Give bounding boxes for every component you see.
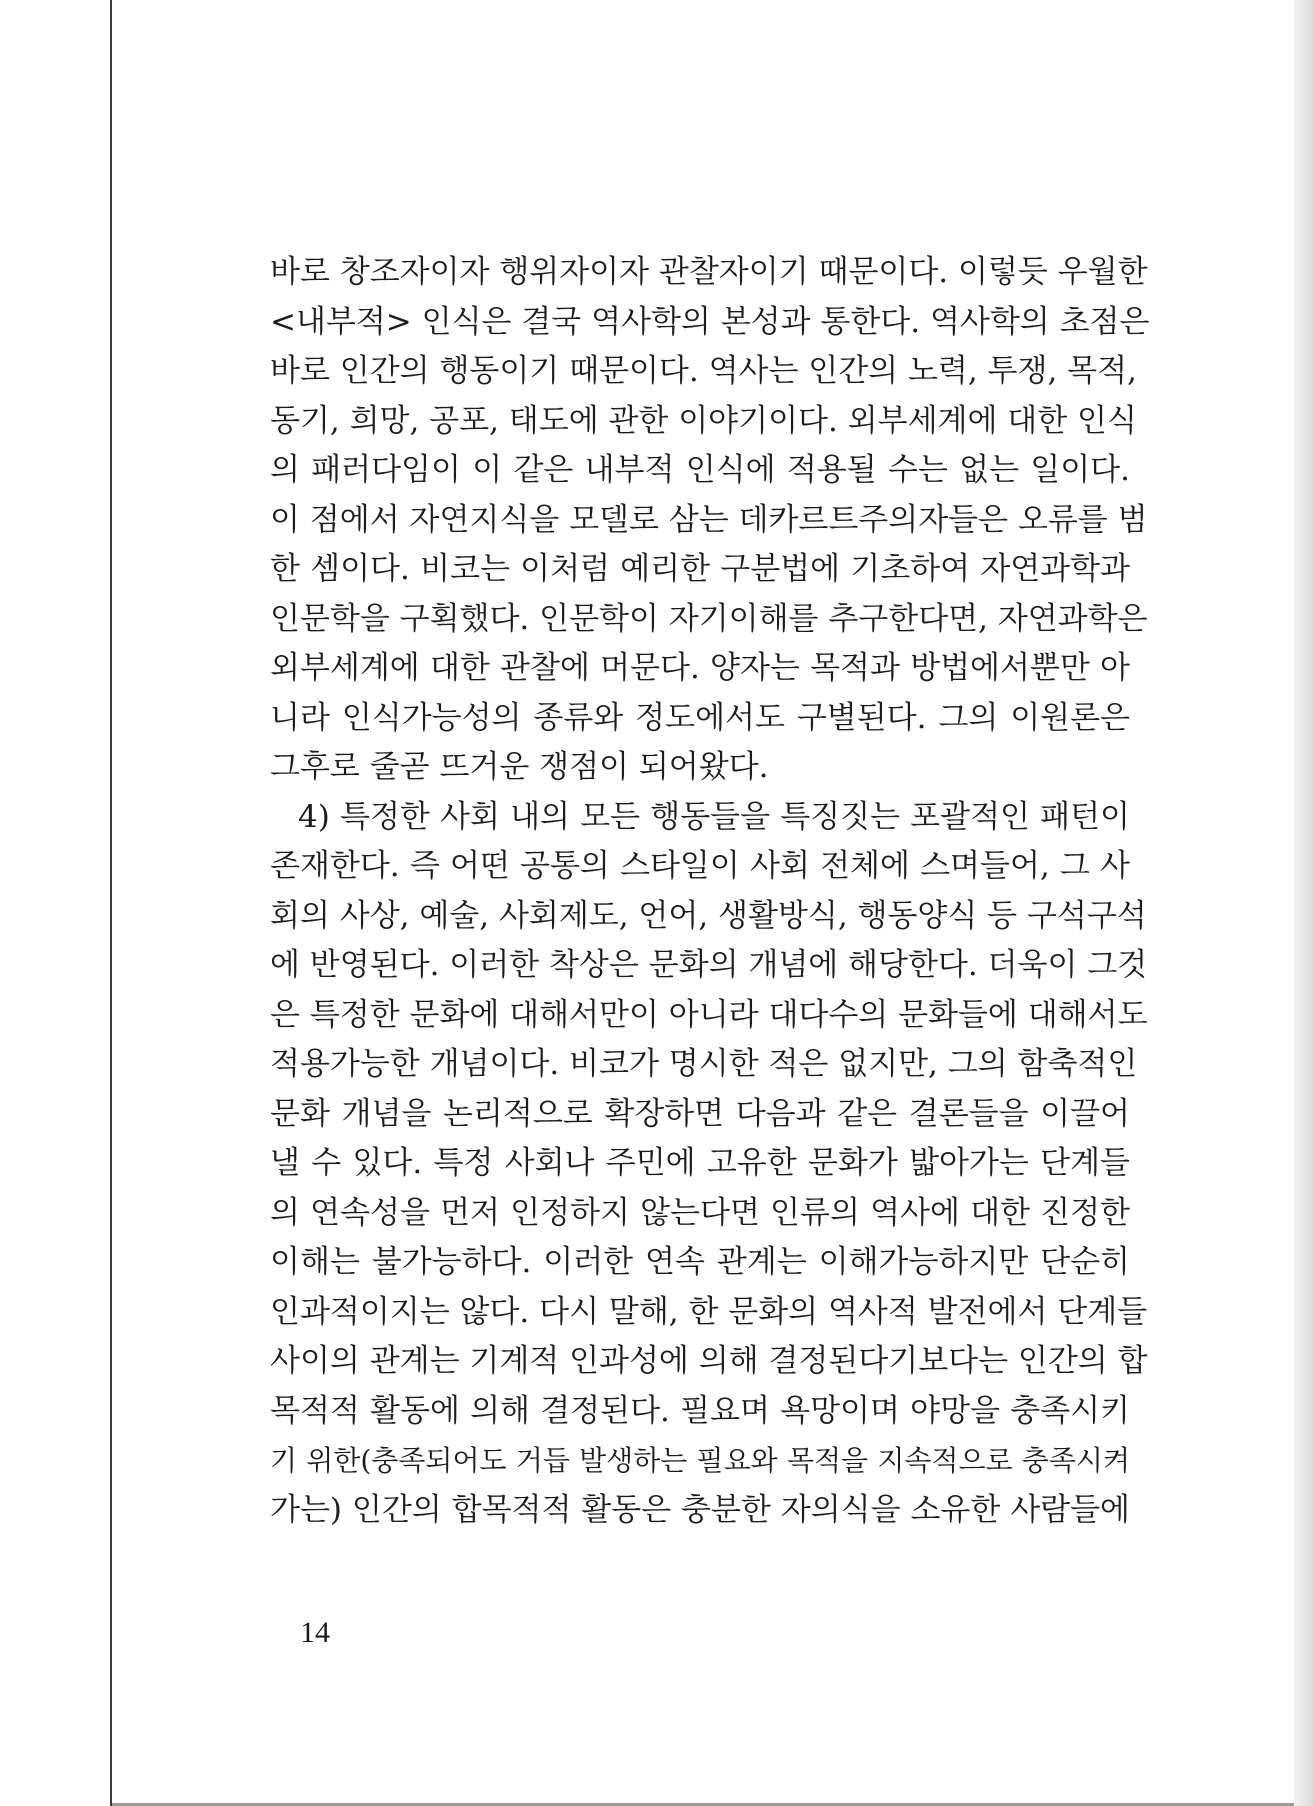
text-line: 회의 사상, 예술, 사회제도, 언어, 생활방식, 행동양식 등 구석구석: [270, 897, 1147, 934]
page-right-edge: [1294, 0, 1314, 1806]
text-line: 은 특정한 문화에 대해서만이 아니라 대다수의 문화들에 대해서도: [270, 996, 1148, 1033]
text-line: 동기, 희망, 공포, 태도에 관한 이야기이다. 외부세계에 대한 인식: [270, 402, 1137, 439]
text-line: 에 반영된다. 이러한 착상은 문화의 개념에 해당한다. 더욱이 그것: [270, 947, 1148, 983]
text-line: 낼 수 있다. 특정 사회나 주민에 고유한 문화가 밟아가는 단계들: [270, 1145, 1130, 1181]
text-line: 적용가능한 개념이다. 비코가 명시한 적은 없지만, 그의 함축적인: [270, 1046, 1138, 1082]
text-line: 의 연속성을 먼저 인정하지 않는다면 인류의 역사에 대한 진정한: [270, 1194, 1130, 1231]
text-line: 한 셈이다. 비코는 이처럼 예리한 구분법에 기초하여 자연과학과: [270, 551, 1130, 587]
text-line: 인문학을 구획했다. 인문학이 자기이해를 추구한다면, 자연과학은: [270, 600, 1148, 637]
text-line: 인과적이지는 않다. 다시 말해, 한 문화의 역사적 발전에서 단계들: [270, 1293, 1148, 1330]
text-line: 기 위한(충족되어도 거듭 발생하는 필요와 목적을 지속적으로 충족시켜: [270, 1444, 1130, 1477]
text-line: 4) 특정한 사회 내의 모든 행동들을 특징짓는 포괄적인 패턴이: [298, 798, 1130, 835]
text-line: 목적적 활동에 의해 결정된다. 필요며 욕망이며 야망을 충족시키: [270, 1392, 1130, 1429]
text-line: 외부세계에 대한 관찰에 머문다. 양자는 목적과 방법에서뿐만 아: [270, 650, 1130, 686]
text-line: 그후로 줄곧 뜨거운 쟁점이 되어왔다.: [270, 749, 769, 785]
text-line: 가는) 인간의 합목적적 활동은 충분한 자의식을 소유한 사람들에: [270, 1491, 1130, 1528]
text-line: 의 패러다임이 이 같은 내부적 인식에 적용될 수는 없는 일이다.: [270, 452, 1130, 488]
page-number: 14: [300, 1616, 330, 1649]
text-line: 존재한다. 즉 어떤 공통의 스타일이 사회 전체에 스며들어, 그 사: [270, 848, 1130, 884]
page-left-border: [110, 0, 112, 1806]
text-line: 바로 인간의 행동이기 때문이다. 역사는 인간의 노력, 투쟁, 목적,: [270, 353, 1137, 389]
text-line: <내부적> 인식은 결국 역사학의 본성과 통한다. 역사학의 초점은: [270, 303, 1150, 340]
text-line: 니라 인식가능성의 종류와 정도에서도 구별된다. 그의 이원론은: [270, 699, 1130, 736]
body-text: [270, 248, 1150, 1535]
text-line: 이 점에서 자연지식을 모델로 삼는 데카르트주의자들은 오류를 범: [270, 501, 1148, 538]
text-line: 사이의 관계는 기계적 인과성에 의해 결정된다기보다는 인간의 합: [270, 1343, 1148, 1379]
text-line: 바로 창조자이자 행위자이자 관찰자이기 때문이다. 이렇듯 우월한: [270, 254, 1148, 290]
text-line: 문화 개념을 논리적으로 확장하면 다음과 같은 결론들을 이끌어: [270, 1095, 1130, 1132]
text-line: 이해는 불가능하다. 이러한 연속 관계는 이해가능하지만 단순히: [270, 1244, 1130, 1280]
